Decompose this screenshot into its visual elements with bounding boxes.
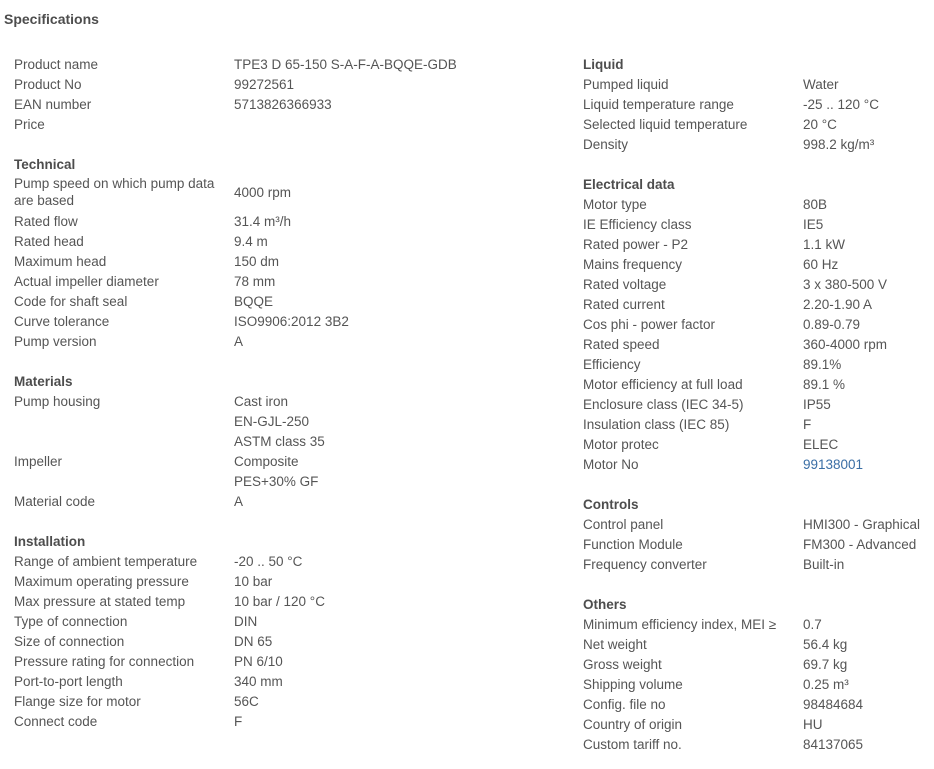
section-title-others: Others bbox=[583, 597, 627, 612]
spec-value: 69.7 kg bbox=[803, 657, 848, 672]
spec-label: Impeller bbox=[14, 454, 63, 469]
spec-row bbox=[14, 592, 554, 612]
spec-value: HMI300 - Graphical bbox=[803, 517, 921, 532]
spec-row bbox=[14, 55, 554, 75]
spec-value: FM300 - Advanced bbox=[803, 537, 917, 552]
spec-row bbox=[14, 712, 554, 732]
spec-label: Rated voltage bbox=[583, 277, 667, 292]
spec-row bbox=[583, 75, 928, 95]
spec-label: Country of origin bbox=[583, 717, 683, 732]
spec-value: 20 °C bbox=[803, 117, 837, 132]
spec-row bbox=[14, 552, 554, 572]
spec-label: Cos phi - power factor bbox=[583, 317, 716, 332]
spec-value: PES+30% GF bbox=[234, 474, 319, 489]
spec-label: Pump version bbox=[14, 334, 97, 349]
spec-value: ISO9906:2012 3B2 bbox=[234, 314, 349, 329]
spec-value: DN 65 bbox=[234, 634, 273, 649]
spec-value: Built-in bbox=[803, 557, 845, 572]
spec-value: BQQE bbox=[234, 294, 274, 309]
spec-value: 0.7 bbox=[803, 617, 822, 632]
spec-label: Minimum efficiency index, MEI ≥ bbox=[583, 617, 777, 632]
spec-row bbox=[14, 75, 554, 95]
spec-value: 0.89-0.79 bbox=[803, 317, 861, 332]
spec-value: DIN bbox=[234, 614, 258, 629]
spec-row bbox=[14, 95, 554, 115]
spec-label: Rated speed bbox=[583, 337, 660, 352]
spec-value: HU bbox=[803, 717, 823, 732]
spec-row bbox=[583, 275, 928, 295]
spec-value: A bbox=[234, 494, 244, 509]
spec-label: Density bbox=[583, 137, 629, 152]
spec-value: 2.20-1.90 A bbox=[803, 297, 873, 312]
spec-row bbox=[14, 292, 554, 312]
spec-label: Range of ambient temperature bbox=[14, 554, 198, 569]
spec-label: Pump speed on which pump data are based bbox=[14, 176, 215, 208]
spec-row bbox=[583, 335, 928, 355]
spec-label: Selected liquid temperature bbox=[583, 117, 748, 132]
spec-row bbox=[14, 232, 554, 252]
spec-row bbox=[14, 252, 554, 272]
spec-value: Water bbox=[803, 77, 839, 92]
spec-label: Pressure rating for connection bbox=[14, 654, 195, 669]
spec-row bbox=[583, 215, 928, 235]
spec-label: Product name bbox=[14, 57, 99, 72]
spec-label: Control panel bbox=[583, 517, 664, 532]
spec-label: Config. file no bbox=[583, 697, 666, 712]
spec-row bbox=[14, 572, 554, 592]
spec-row bbox=[583, 375, 928, 395]
spec-row bbox=[14, 272, 554, 292]
page-title: Specifications bbox=[4, 11, 99, 27]
specs-right-column bbox=[583, 55, 928, 755]
spec-value: 998.2 kg/m³ bbox=[803, 137, 875, 152]
spec-row bbox=[583, 255, 928, 275]
spec-label: Shipping volume bbox=[583, 677, 683, 692]
spec-value: 60 Hz bbox=[803, 257, 839, 272]
spec-label: Rated power - P2 bbox=[583, 237, 689, 252]
spec-row bbox=[14, 115, 554, 135]
spec-row bbox=[14, 632, 554, 652]
spec-value: 4000 rpm bbox=[234, 185, 292, 200]
spec-label: Frequency converter bbox=[583, 557, 707, 572]
spec-label: Liquid temperature range bbox=[583, 97, 734, 112]
spec-value: 31.4 m³/h bbox=[234, 214, 292, 229]
spec-label: Price bbox=[14, 117, 45, 132]
spec-row bbox=[583, 635, 928, 655]
spec-value: -25 .. 120 °C bbox=[803, 97, 879, 112]
section-title-controls: Controls bbox=[583, 497, 639, 512]
spec-value: IE5 bbox=[803, 217, 824, 232]
spec-row bbox=[14, 452, 554, 472]
spec-row bbox=[583, 195, 928, 215]
spec-row bbox=[14, 652, 554, 672]
spec-label: Rated current bbox=[583, 297, 665, 312]
spec-value: 9.4 m bbox=[234, 234, 268, 249]
spec-value: TPE3 D 65-150 S-A-F-A-BQQE-GDB bbox=[234, 57, 457, 72]
spec-value: 340 mm bbox=[234, 674, 283, 689]
spec-value: 3 x 380-500 V bbox=[803, 277, 888, 292]
spec-label: Code for shaft seal bbox=[14, 294, 128, 309]
spec-label: Mains frequency bbox=[583, 257, 683, 272]
spec-label: Motor efficiency at full load bbox=[583, 377, 743, 392]
spec-row bbox=[583, 135, 928, 155]
spec-label: Gross weight bbox=[583, 657, 662, 672]
spec-row bbox=[14, 672, 554, 692]
spec-label: Product No bbox=[14, 77, 82, 92]
spec-value: 0.25 m³ bbox=[803, 677, 849, 692]
spec-row bbox=[583, 435, 928, 455]
spec-row bbox=[583, 655, 928, 675]
spec-value: -20 .. 50 °C bbox=[234, 554, 303, 569]
spec-value: EN-GJL-250 bbox=[234, 414, 310, 429]
spec-label: Motor No bbox=[583, 457, 639, 472]
spec-label: Rated flow bbox=[14, 214, 78, 229]
section-title-electrical: Electrical data bbox=[583, 177, 675, 192]
spec-label: Pumped liquid bbox=[583, 77, 669, 92]
spec-row bbox=[583, 415, 928, 435]
spec-value: ASTM class 35 bbox=[234, 434, 325, 449]
spec-label: Insulation class (IEC 85) bbox=[583, 417, 730, 432]
spec-value: 5713826366933 bbox=[234, 97, 332, 112]
spec-row bbox=[583, 295, 928, 315]
spec-row bbox=[583, 395, 928, 415]
spec-value: Cast iron bbox=[234, 394, 289, 409]
spec-value: 10 bar / 120 °C bbox=[234, 594, 325, 609]
spec-value: 99272561 bbox=[234, 77, 295, 92]
spec-row bbox=[583, 675, 928, 695]
spec-row bbox=[14, 212, 554, 232]
spec-label: Port-to-port length bbox=[14, 674, 123, 689]
spec-label: Max pressure at stated temp bbox=[14, 594, 186, 609]
spec-row bbox=[583, 735, 928, 755]
spec-row bbox=[583, 535, 928, 555]
spec-row bbox=[583, 455, 928, 475]
spec-label: Size of connection bbox=[14, 634, 125, 649]
spec-row bbox=[14, 612, 554, 632]
spec-row bbox=[583, 515, 928, 535]
spec-value: 150 dm bbox=[234, 254, 280, 269]
spec-label: Motor protec bbox=[583, 437, 659, 452]
spec-value: 78 mm bbox=[234, 274, 276, 289]
spec-value: 80B bbox=[803, 197, 828, 212]
spec-label: Function Module bbox=[583, 537, 683, 552]
spec-label: Efficiency bbox=[583, 357, 641, 372]
spec-row bbox=[583, 715, 928, 735]
spec-row bbox=[14, 312, 554, 332]
spec-row bbox=[14, 492, 554, 512]
spec-row bbox=[14, 392, 554, 412]
spec-label: Enclosure class (IEC 34-5) bbox=[583, 397, 744, 412]
spec-label: Actual impeller diameter bbox=[14, 274, 159, 289]
spec-row bbox=[14, 692, 554, 712]
spec-label: Rated head bbox=[14, 234, 84, 249]
section-title-installation: Installation bbox=[14, 534, 86, 549]
section-title-liquid: Liquid bbox=[583, 57, 624, 72]
spec-row bbox=[14, 412, 554, 432]
spec-value: Composite bbox=[234, 454, 299, 469]
spec-label: Motor type bbox=[583, 197, 647, 212]
spec-value: 98484684 bbox=[803, 697, 864, 712]
specs-left-column bbox=[14, 55, 554, 732]
spec-label: Type of connection bbox=[14, 614, 128, 629]
motor-no-link[interactable]: 99138001 bbox=[803, 457, 864, 472]
spec-label: EAN number bbox=[14, 97, 92, 112]
spec-value: A bbox=[234, 334, 244, 349]
spec-value: 56.4 kg bbox=[803, 637, 848, 652]
spec-value: PN 6/10 bbox=[234, 654, 283, 669]
spec-label: Flange size for motor bbox=[14, 694, 141, 709]
spec-value: 89.1% bbox=[803, 357, 842, 372]
spec-row bbox=[583, 95, 928, 115]
spec-label: Material code bbox=[14, 494, 96, 509]
section-title-technical: Technical bbox=[14, 157, 76, 172]
spec-value: IP55 bbox=[803, 397, 831, 412]
spec-value: 360-4000 rpm bbox=[803, 337, 888, 352]
spec-value: ELEC bbox=[803, 437, 839, 452]
spec-label: Maximum head bbox=[14, 254, 107, 269]
spec-row bbox=[583, 115, 928, 135]
spec-value: 89.1 % bbox=[803, 377, 846, 392]
spec-row bbox=[583, 315, 928, 335]
spec-value: 10 bar bbox=[234, 574, 273, 589]
spec-label: IE Efficiency class bbox=[583, 217, 692, 232]
spec-row bbox=[14, 332, 554, 352]
spec-label: Custom tariff no. bbox=[583, 737, 682, 752]
spec-row bbox=[14, 432, 554, 452]
spec-label: Connect code bbox=[14, 714, 98, 729]
section-title-materials: Materials bbox=[14, 374, 73, 389]
spec-row bbox=[583, 695, 928, 715]
spec-value: 56C bbox=[234, 694, 259, 709]
spec-row bbox=[583, 355, 928, 375]
spec-label: Pump housing bbox=[14, 394, 101, 409]
spec-value: F bbox=[803, 417, 812, 432]
spec-value: 1.1 kW bbox=[803, 237, 846, 252]
spec-row bbox=[583, 615, 928, 635]
spec-value: F bbox=[234, 714, 243, 729]
spec-row bbox=[583, 555, 928, 575]
spec-row bbox=[583, 235, 928, 255]
spec-label: Curve tolerance bbox=[14, 314, 110, 329]
spec-value: 84137065 bbox=[803, 737, 864, 752]
spec-label: Maximum operating pressure bbox=[14, 574, 189, 589]
spec-row bbox=[14, 175, 554, 212]
spec-label: Net weight bbox=[583, 637, 647, 652]
spec-row bbox=[14, 472, 554, 492]
